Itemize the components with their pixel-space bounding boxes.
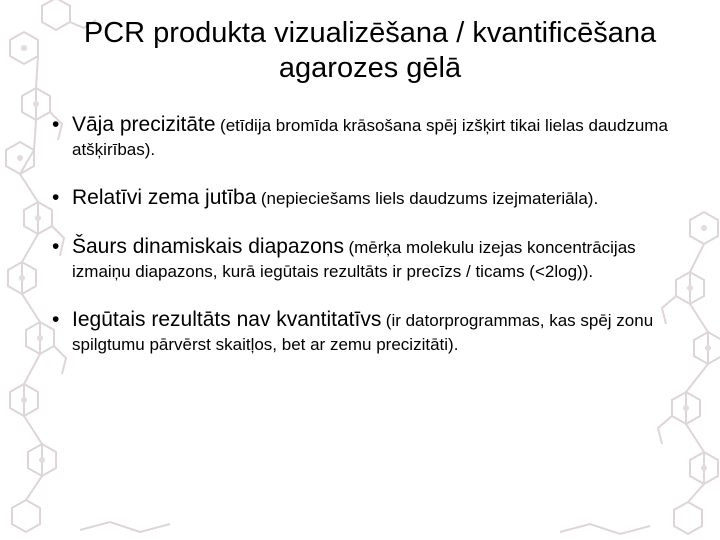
bullet-item <box>52 112 692 162</box>
bullet-symbol: • <box>52 186 60 209</box>
bullet-symbol: • <box>52 113 60 136</box>
bullet-note-text: (ir datorprogrammas, kas spēj zonu spilgtumu pārvērst skaitļos, bet ar zemu precizitāti). <box>72 311 654 354</box>
bullet-note-text: (mērķa molekulu izejas koncentrācijas izmaiņu diapazons, kurā iegūtais rezultāts ir precīzs / ticams (<2log)). <box>72 238 636 281</box>
bullet-main-text: Relatīvi zema jutība <box>72 186 257 209</box>
bullet-note-text: (nepieciešams liels daudzums izejmateriāla). <box>260 189 599 208</box>
slide-title <box>40 16 700 86</box>
bullet-symbol: • <box>52 235 60 258</box>
bullet-item <box>52 234 692 284</box>
bullet-list <box>52 112 692 380</box>
bullet-symbol: • <box>52 308 60 331</box>
slide-title-line-1: PCR produkta vizualizēšana / kvantificēšana <box>83 17 657 49</box>
bullet-note-text: (etīdija bromīda krāsošana spēj izšķirt tikai lielas daudzuma atšķirības). <box>72 116 668 159</box>
bullet-main-text: Vāja precizitāte <box>72 113 216 136</box>
bullet-item <box>52 307 692 357</box>
bullet-main-text: Šaurs dinamiskais diapazons <box>72 235 344 258</box>
slide-title-line-2: agarozes gēlā <box>278 52 462 84</box>
bullet-main-text: Iegūtais rezultāts nav kvantitatīvs <box>72 308 382 331</box>
bullet-item <box>52 185 692 211</box>
